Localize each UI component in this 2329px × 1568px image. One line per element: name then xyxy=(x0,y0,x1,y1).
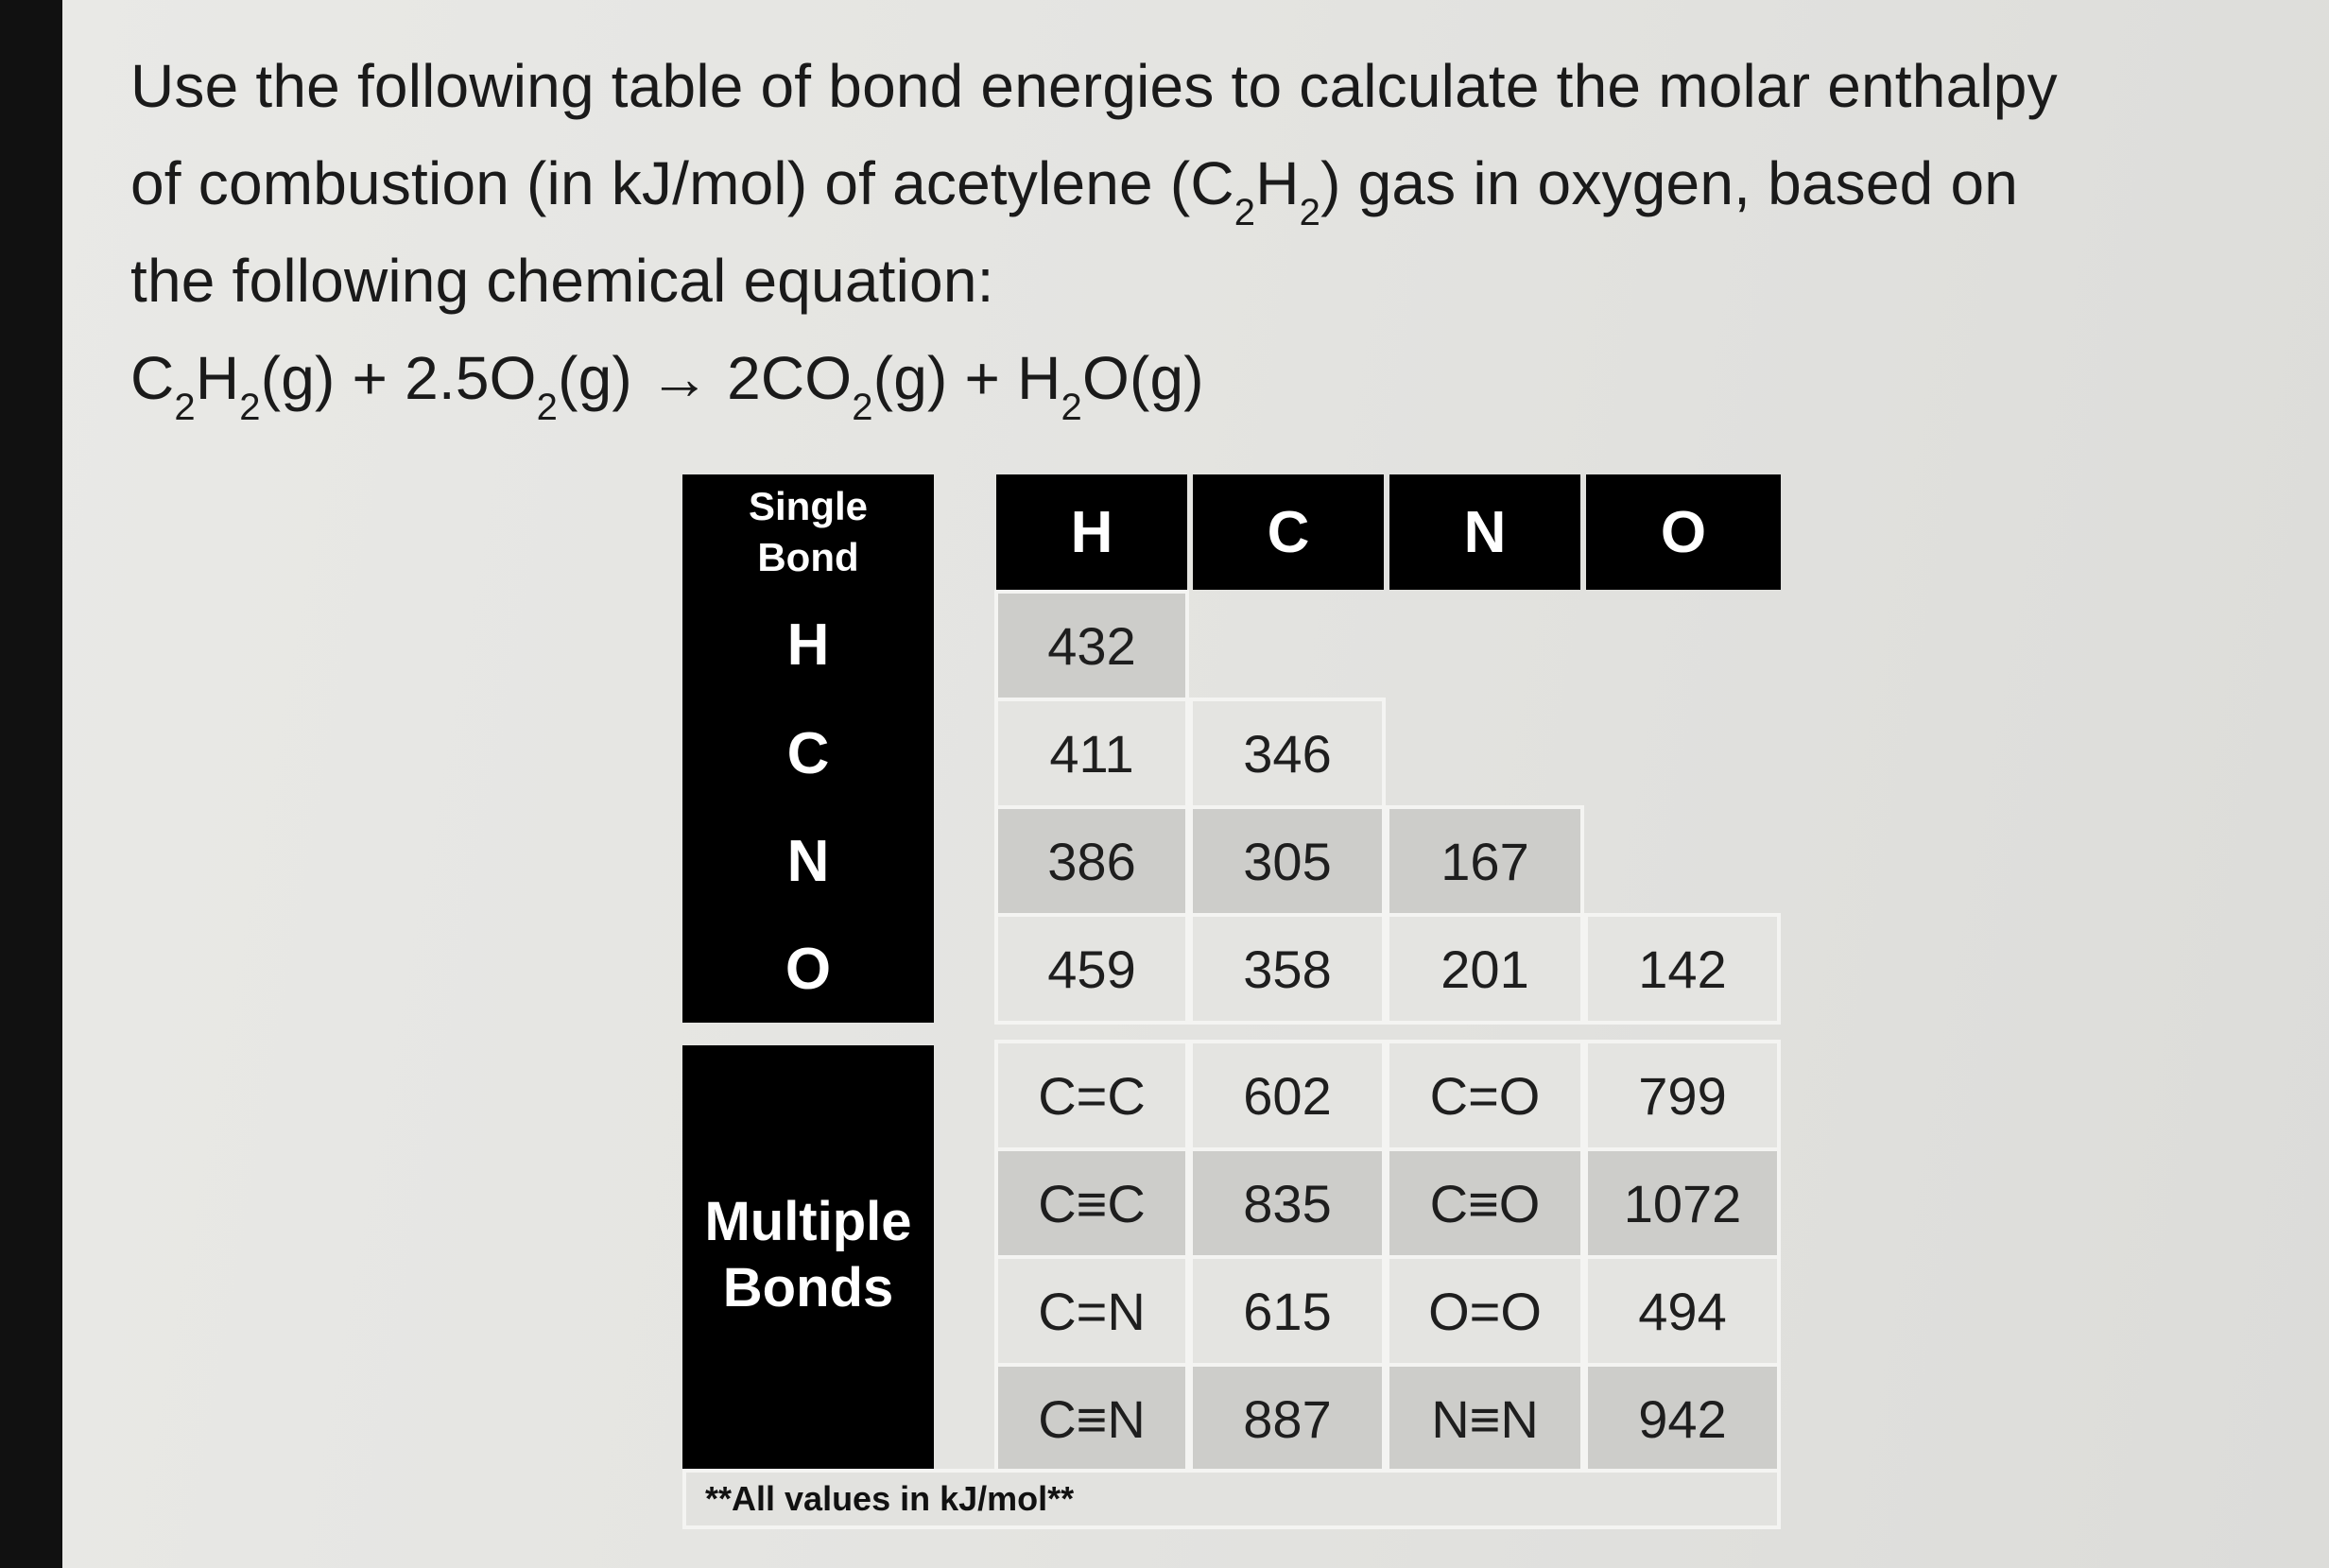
multi-bond-value: 615 xyxy=(1189,1255,1386,1367)
corner-line-2: Bond xyxy=(757,535,859,579)
multi-bond-name: C=N xyxy=(994,1255,1189,1367)
question-line-2-part-b: H xyxy=(1255,149,1300,217)
column-header-o: O xyxy=(1586,474,1781,590)
bond-value-o-h: 459 xyxy=(994,913,1189,1025)
question-line-3: the following chemical equation: xyxy=(130,247,994,315)
column-header-c: C xyxy=(1193,474,1384,590)
multi-bond-name: C≡N xyxy=(994,1363,1189,1474)
question-line-2 xyxy=(130,135,2267,233)
multiple-bonds-label xyxy=(682,1189,934,1321)
row-header-n: N xyxy=(682,807,934,915)
multi-bond-name: O=O xyxy=(1386,1255,1584,1367)
corner-line-1: Single xyxy=(748,484,869,528)
multi-bond-value: 494 xyxy=(1584,1255,1781,1367)
bond-value-n-n: 167 xyxy=(1386,805,1584,917)
subscript: 2 xyxy=(174,387,196,428)
subscript: 2 xyxy=(239,387,261,428)
multi-bond-name: C=O xyxy=(1386,1040,1584,1151)
question-text xyxy=(130,38,2267,427)
multi-bond-name: C≡O xyxy=(1386,1147,1584,1259)
row-header-h: H xyxy=(682,590,934,699)
bond-value-h-h: 432 xyxy=(994,590,1189,701)
row-header-c: C xyxy=(682,699,934,807)
column-header-h: H xyxy=(996,474,1187,590)
multiple-label-line-1: Multiple xyxy=(704,1191,912,1252)
multi-bond-value: 835 xyxy=(1189,1147,1386,1259)
bond-value-n-h: 386 xyxy=(994,805,1189,917)
single-bond-corner-header xyxy=(682,474,934,590)
equation-part: H xyxy=(195,344,240,412)
screen-background xyxy=(62,0,2329,1568)
multi-bond-value: 887 xyxy=(1189,1363,1386,1474)
question-line-1: Use the following table of bond energies to calculate the molar enthalpy xyxy=(130,52,2058,120)
bond-value-n-c: 305 xyxy=(1189,805,1386,917)
chemical-equation xyxy=(130,330,2267,427)
equation-part: (g) + 2.5O xyxy=(260,344,537,412)
subscript: 2 xyxy=(1299,192,1321,233)
subscript: 2 xyxy=(536,387,559,428)
bond-value-o-c: 358 xyxy=(1189,913,1386,1025)
question-line-2-part-a: of combustion (in kJ/mol) of acetylene (C xyxy=(130,149,1234,217)
multi-bond-name: N≡N xyxy=(1386,1363,1584,1474)
bond-value-o-n: 201 xyxy=(1386,913,1584,1025)
bond-value-o-o: 142 xyxy=(1584,913,1781,1025)
multi-bond-value: 602 xyxy=(1189,1040,1386,1151)
multi-bond-value: 942 xyxy=(1584,1363,1781,1474)
multi-bond-name: C≡C xyxy=(994,1147,1189,1259)
column-header-n: N xyxy=(1389,474,1580,590)
units-footnote: **All values in kJ/mol** xyxy=(682,1469,1781,1529)
question-line-2-part-c: ) gas in oxygen, based on xyxy=(1320,149,2019,217)
multi-bond-value: 799 xyxy=(1584,1040,1781,1151)
multi-bond-name: C=C xyxy=(994,1040,1189,1151)
bond-value-c-c: 346 xyxy=(1189,698,1386,809)
equation-part: C xyxy=(130,344,175,412)
subscript: 2 xyxy=(1061,387,1082,428)
row-header-o: O xyxy=(682,915,934,1023)
bond-value-c-h: 411 xyxy=(994,698,1189,809)
subscript: 2 xyxy=(852,387,873,428)
subscript: 2 xyxy=(1234,192,1256,233)
equation-part: (g) → 2CO xyxy=(558,344,853,412)
equation-part: O(g) xyxy=(1081,344,1204,412)
multi-bond-value: 1072 xyxy=(1584,1147,1781,1259)
multiple-label-line-2: Bonds xyxy=(722,1257,894,1318)
equation-part: (g) + H xyxy=(872,344,1061,412)
